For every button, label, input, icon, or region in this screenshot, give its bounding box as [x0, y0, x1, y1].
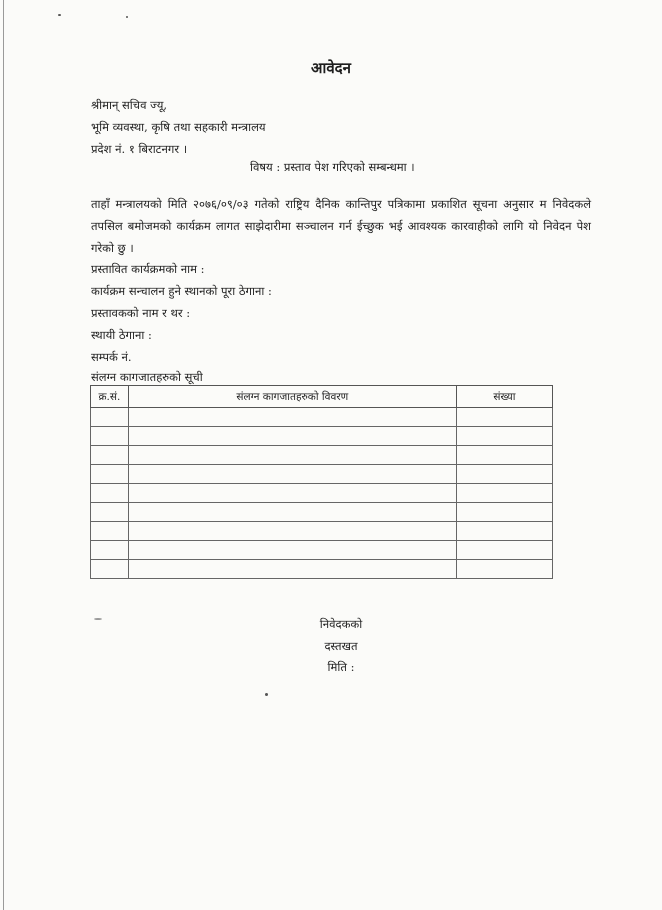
table-cell: [128, 522, 456, 541]
table-cell: [456, 408, 552, 427]
body-paragraph: ताहाँ मन्त्रालयको मिति २०७६/०९/०३ गतेको राष्ट्रिय दैनिक कान्तिपुर पत्रिकामा प्रकाशित सूचना अनुसार म निवेदकले तपसिल बमोजमको कार्यक्रम लागत साझेदारीमा सञ्चालन गर्न ईच्छुक भई आवश्यक कारवाहीको लागि यो निवेदन पेश गरेको छु ।: [91, 197, 591, 255]
table-cell: [128, 541, 456, 560]
field-permanent-address: स्थायी ठेगाना :: [91, 328, 152, 342]
addressee-line-2: भूमि व्यवस्था, कृषि तथा सहकारी मन्त्रालय: [91, 120, 266, 134]
table-row: [91, 465, 553, 484]
table-cell: [128, 446, 456, 465]
header-serial-number: क्र.सं.: [91, 386, 129, 408]
table-cell: [456, 522, 552, 541]
header-document-description: संलग्न कागजातहरुको विवरण: [128, 386, 456, 408]
scan-speck: [58, 14, 61, 16]
subject-line: विषय : प्रस्ताव पेश गरिएको सम्बन्धमा ।: [250, 160, 415, 174]
table-header-row: [91, 386, 553, 408]
table-cell: [456, 427, 552, 446]
signature-applicant: निवेदकको: [319, 617, 363, 631]
table-cell: [91, 503, 129, 522]
table-row: [91, 541, 553, 560]
table-row: [91, 560, 553, 579]
table-row: [91, 522, 553, 541]
scan-speck: [265, 693, 268, 696]
page-title: आवेदन: [311, 59, 351, 77]
table-cell: [456, 541, 552, 560]
field-proposer-name: प्रस्तावकको नाम र थर :: [91, 306, 191, 320]
table-row: [91, 446, 553, 465]
addressee-line-1: श्रीमान् सचिव ज्यू,: [91, 98, 168, 112]
scan-edge: [3, 0, 4, 910]
table-cell: [91, 541, 129, 560]
scan-speck: [126, 16, 128, 18]
field-program-address: कार्यक्रम सन्चालन हुने स्थानको पूरा ठेगाना :: [91, 284, 272, 298]
table-cell: [91, 484, 129, 503]
table-cell: [128, 408, 456, 427]
table-cell: [91, 408, 129, 427]
table-cell: [456, 560, 552, 579]
table-cell: [91, 446, 129, 465]
header-quantity: संख्या: [456, 386, 552, 408]
table-cell: [456, 465, 552, 484]
field-program-name: प्रस्तावित कार्यक्रमको नाम :: [91, 262, 205, 276]
table-cell: [128, 503, 456, 522]
field-contact-number: सम्पर्क नं.: [91, 350, 132, 364]
table-row: [91, 427, 553, 446]
table-cell: [91, 427, 129, 446]
signature-date: मिति :: [327, 660, 355, 674]
table-cell: [128, 560, 456, 579]
signature-label: दस्तखत: [324, 639, 358, 653]
documents-list-label: संलग्न कागजातहरुको सूची: [91, 370, 203, 384]
documents-table: [90, 385, 553, 579]
table-cell: [91, 522, 129, 541]
table-row: [91, 503, 553, 522]
table-cell: [128, 484, 456, 503]
table-cell: [456, 484, 552, 503]
table-cell: [128, 427, 456, 446]
table-cell: [456, 503, 552, 522]
table-cell: [456, 446, 552, 465]
addressee-line-3: प्रदेश नं. १ बिराटनगर ।: [91, 142, 188, 156]
table-row: [91, 408, 553, 427]
table-cell: [128, 465, 456, 484]
table-cell: [91, 560, 129, 579]
table-cell: [91, 465, 129, 484]
table-row: [91, 484, 553, 503]
